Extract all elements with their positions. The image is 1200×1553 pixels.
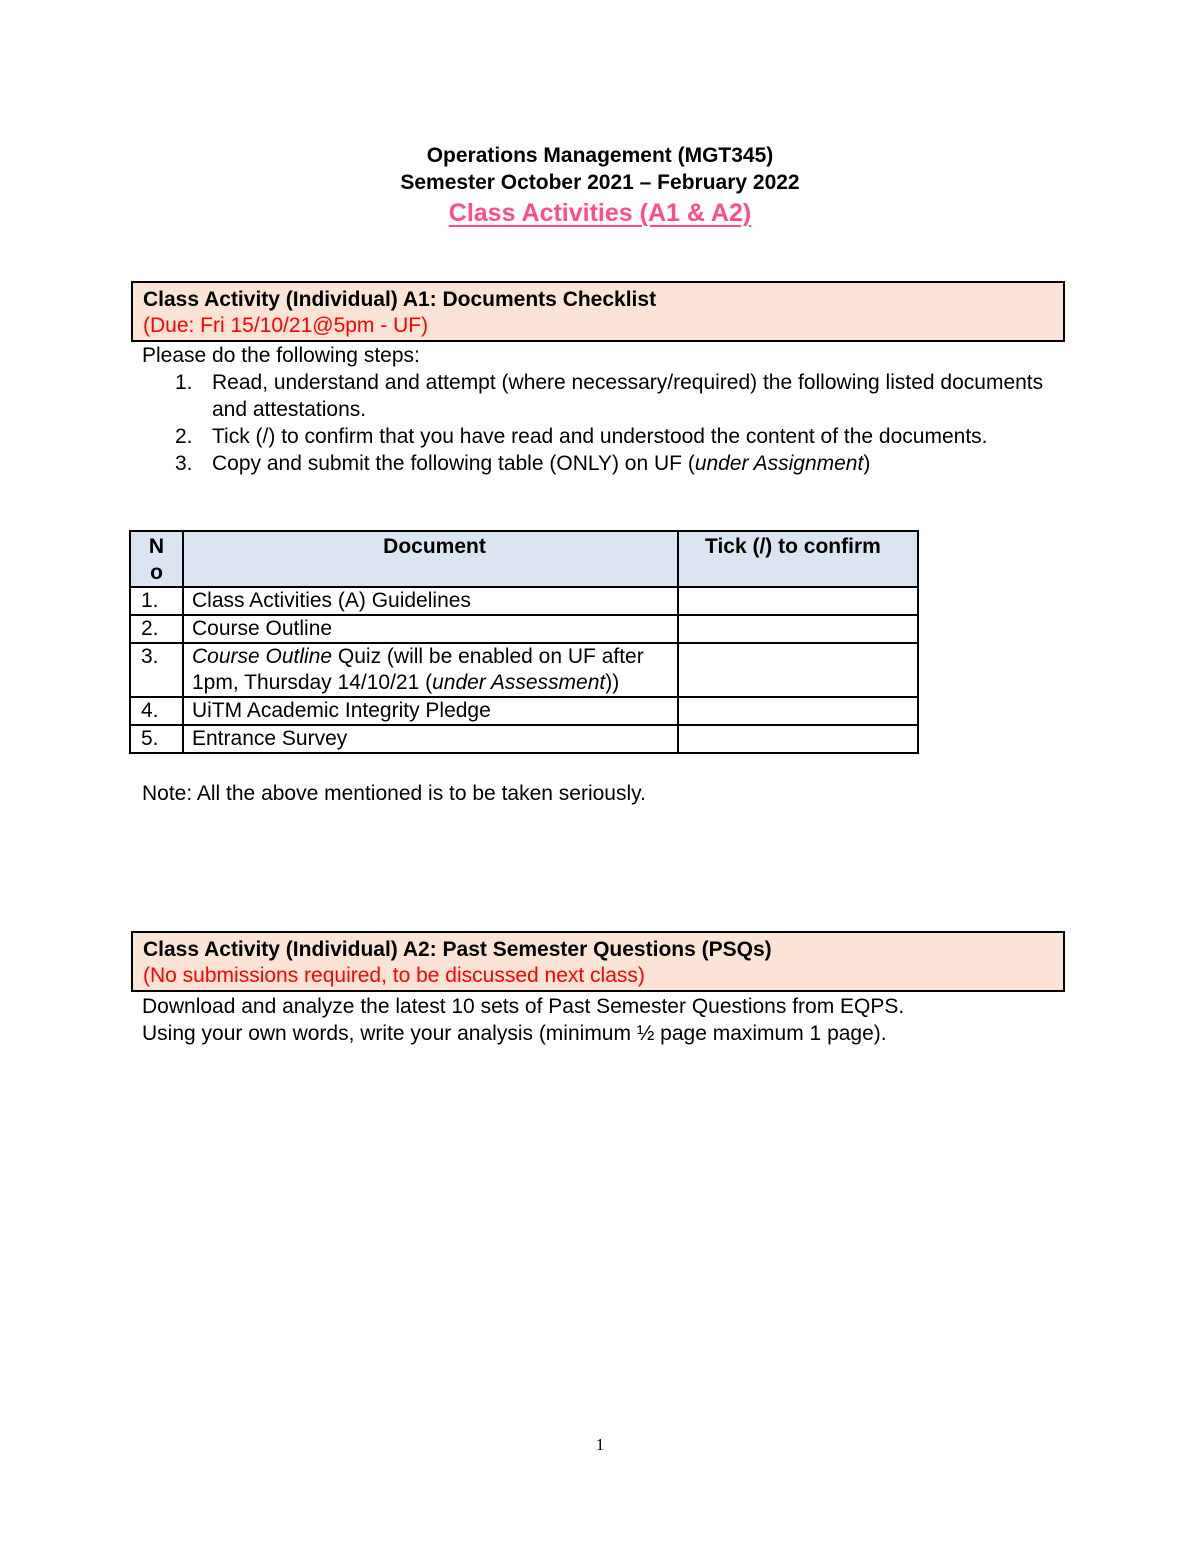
row-tick-cell[interactable] <box>678 697 918 725</box>
step-item <box>175 369 1055 423</box>
activity-a2-line2: Using your own words, write your analysis (minimum ½ page maximum 1 page). <box>142 1022 887 1045</box>
step-text: Read, understand and attempt (where necessary/required) the following listed documents and attestations. <box>212 371 1044 421</box>
table-row <box>130 615 918 643</box>
row-tick-cell[interactable] <box>678 587 918 615</box>
activity-a1-steps <box>175 369 1055 477</box>
activity-a1-header-box <box>131 281 1065 342</box>
activities-title: Class Activities (A1 & A2) <box>448 199 752 227</box>
step-text: Tick (/) to confirm that you have read and understood the content of the documents. <box>212 425 988 448</box>
page-number: 1 <box>595 1435 605 1454</box>
activity-a2-header-box <box>131 931 1065 992</box>
column-header-document: Document <box>183 531 678 587</box>
activity-a1-instruction: Please do the following steps: <box>142 344 420 367</box>
table-row <box>130 643 918 697</box>
table-row <box>130 725 918 753</box>
row-document: Course Outline <box>183 615 678 643</box>
column-header-tick: Tick (/) to confirm <box>678 531 918 587</box>
table-row <box>130 587 918 615</box>
column-header-no: N o <box>130 531 183 587</box>
row-tick-cell[interactable] <box>678 615 918 643</box>
activity-a2-title: Class Activity (Individual) A2: Past Semester Questions (PSQs) <box>143 938 772 961</box>
activity-a1-note: Note: All the above mentioned is to be taken seriously. <box>142 782 646 805</box>
step-item <box>175 450 1055 477</box>
activity-a1-title: Class Activity (Individual) A1: Documents Checklist <box>143 288 657 311</box>
table-header-row <box>130 531 918 587</box>
row-number: 2. <box>130 615 183 643</box>
activity-a2-line1: Download and analyze the latest 10 sets of Past Semester Questions from EQPS. <box>142 995 905 1018</box>
semester-title: Semester October 2021 – February 2022 <box>400 171 800 194</box>
row-document: Entrance Survey <box>183 725 678 753</box>
step-item <box>175 423 1055 450</box>
step-number: 2. <box>175 425 193 448</box>
table-row <box>130 697 918 725</box>
activity-a1-due: (Due: Fri 15/10/21@5pm - UF) <box>143 314 429 337</box>
step-number: 1. <box>175 371 193 394</box>
row-number: 3. <box>130 643 183 697</box>
row-tick-cell[interactable] <box>678 643 918 697</box>
row-document: Course Outline Quiz (will be enabled on UF after 1pm, Thursday 14/10/21 (under Assessment)) <box>183 643 678 697</box>
activity-a2-subtitle: (No submissions required, to be discussed next class) <box>143 964 645 987</box>
row-number: 5. <box>130 725 183 753</box>
row-number: 4. <box>130 697 183 725</box>
row-document: Class Activities (A) Guidelines <box>183 587 678 615</box>
row-document: UiTM Academic Integrity Pledge <box>183 697 678 725</box>
step-number: 3. <box>175 452 193 475</box>
row-tick-cell[interactable] <box>678 725 918 753</box>
documents-checklist-table <box>129 530 919 754</box>
step-text: Copy and submit the following table (ONLY) on UF (under Assignment) <box>212 452 871 475</box>
course-title: Operations Management (MGT345) <box>426 144 774 167</box>
activity-a2-description <box>142 993 904 1047</box>
row-number: 1. <box>130 587 183 615</box>
